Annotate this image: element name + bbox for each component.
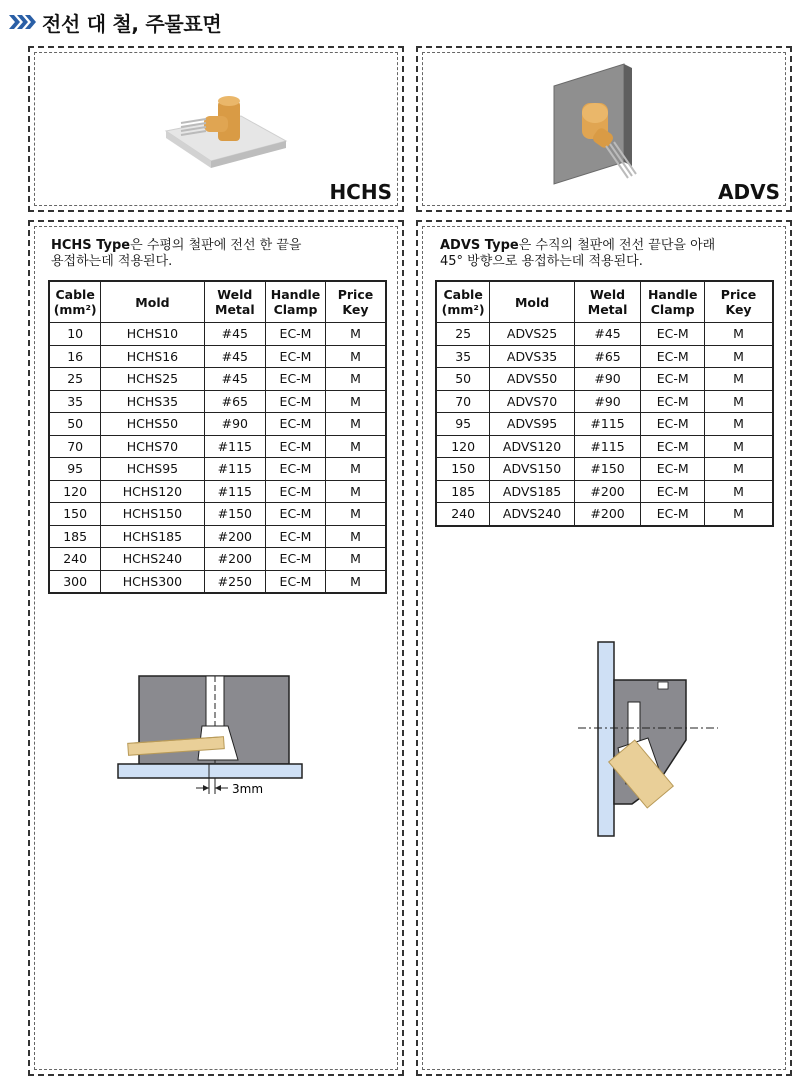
hchs-desc-line2: 용접하는데 적용된다. [51, 254, 173, 269]
mold-cell: HCHS10 [101, 323, 204, 346]
handle-clamp-cell: EC-M [266, 435, 326, 458]
cable-size-cell: 185 [436, 480, 490, 503]
advs-model-label: ADVS [718, 180, 780, 204]
price-key-cell: M [325, 435, 386, 458]
price-key-cell: M [705, 368, 773, 391]
weld-metal-cell: #200 [574, 503, 641, 526]
price-key-cell: M [705, 413, 773, 436]
mold-cell: HCHS240 [101, 548, 204, 571]
cable-size-cell: 25 [49, 368, 101, 391]
mold-cell: ADVS150 [490, 458, 575, 481]
table-row [49, 503, 386, 526]
price-key-cell: M [325, 458, 386, 481]
advs-product-image [552, 58, 642, 198]
col-header-weld-metal: Weld Metal [204, 281, 266, 323]
mold-cell: ADVS70 [490, 390, 575, 413]
handle-clamp-cell: EC-M [641, 503, 705, 526]
offset-label: 3mm [232, 782, 264, 796]
weld-metal-cell: #45 [204, 368, 266, 391]
cable-size-cell: 240 [49, 548, 101, 571]
weld-metal-cell: #65 [204, 390, 266, 413]
table-row [49, 435, 386, 458]
page-title: 전선 대 철, 주물표면 [42, 11, 222, 36]
weld-metal-cell: #150 [204, 503, 266, 526]
handle-clamp-cell: EC-M [266, 503, 326, 526]
col-header-cable: Cable (mm²) [436, 281, 490, 323]
handle-clamp-cell: EC-M [641, 345, 705, 368]
col-header-mold: Mold [490, 281, 575, 323]
price-key-cell: M [705, 345, 773, 368]
table-row [436, 368, 773, 391]
weld-metal-cell: #90 [574, 368, 641, 391]
advs-type-name: ADVS Type [440, 238, 519, 253]
handle-clamp-cell: EC-M [641, 368, 705, 391]
mold-cell: HCHS16 [101, 345, 204, 368]
handle-clamp-cell: EC-M [266, 548, 326, 571]
table-row [436, 458, 773, 481]
mold-cell: HCHS70 [101, 435, 204, 458]
handle-clamp-cell: EC-M [641, 480, 705, 503]
handle-clamp-cell: EC-M [266, 570, 326, 593]
price-key-cell: M [325, 413, 386, 436]
mold-cell: ADVS50 [490, 368, 575, 391]
weld-metal-cell: #45 [204, 345, 266, 368]
cable-size-cell: 10 [49, 323, 101, 346]
cable-size-cell: 35 [436, 345, 490, 368]
weld-metal-cell: #90 [204, 413, 266, 436]
handle-clamp-cell: EC-M [266, 368, 326, 391]
price-key-cell: M [705, 390, 773, 413]
cable-size-cell: 95 [49, 458, 101, 481]
hchs-product-image [156, 86, 296, 176]
weld-metal-cell: #115 [204, 480, 266, 503]
hchs-description [51, 238, 391, 270]
table-row [49, 525, 386, 548]
handle-clamp-cell: EC-M [266, 458, 326, 481]
price-key-cell: M [325, 548, 386, 571]
chevron-bullet-icon [8, 11, 38, 33]
handle-clamp-cell: EC-M [266, 525, 326, 548]
mold-cell: HCHS150 [101, 503, 204, 526]
weld-metal-cell: #200 [204, 548, 266, 571]
mold-cell: ADVS35 [490, 345, 575, 368]
hchs-spec-table [48, 280, 387, 594]
weld-metal-cell: #90 [574, 390, 641, 413]
col-header-mold: Mold [101, 281, 204, 323]
mold-cell: ADVS25 [490, 323, 575, 346]
table-row [436, 390, 773, 413]
handle-clamp-cell: EC-M [266, 413, 326, 436]
table-row [49, 548, 386, 571]
cable-size-cell: 150 [436, 458, 490, 481]
table-row [436, 413, 773, 436]
handle-clamp-cell: EC-M [641, 435, 705, 458]
cable-size-cell: 300 [49, 570, 101, 593]
cable-size-cell: 50 [436, 368, 490, 391]
col-header-cable: Cable (mm²) [49, 281, 101, 323]
col-header-handle-clamp: Handle Clamp [266, 281, 326, 323]
price-key-cell: M [705, 435, 773, 458]
hchs-photo-panel [28, 46, 404, 212]
price-key-cell: M [325, 525, 386, 548]
weld-metal-cell: #45 [574, 323, 641, 346]
col-header-price-key: Price Key [325, 281, 386, 323]
cable-size-cell: 50 [49, 413, 101, 436]
handle-clamp-cell: EC-M [641, 390, 705, 413]
col-header-price-key: Price Key [705, 281, 773, 323]
weld-metal-cell: #200 [204, 525, 266, 548]
table-row [49, 390, 386, 413]
table-row [49, 368, 386, 391]
price-key-cell: M [325, 480, 386, 503]
mold-cell: ADVS120 [490, 435, 575, 458]
mold-cell: HCHS35 [101, 390, 204, 413]
handle-clamp-cell: EC-M [266, 390, 326, 413]
mold-cell: HCHS95 [101, 458, 204, 481]
handle-clamp-cell: EC-M [266, 323, 326, 346]
price-key-cell: M [705, 480, 773, 503]
mold-cell: HCHS185 [101, 525, 204, 548]
cable-size-cell: 70 [49, 435, 101, 458]
cable-size-cell: 35 [49, 390, 101, 413]
hchs-model-label: HCHS [329, 180, 392, 204]
table-row [49, 345, 386, 368]
weld-metal-cell: #65 [574, 345, 641, 368]
weld-metal-cell: #115 [204, 458, 266, 481]
price-key-cell: M [325, 570, 386, 593]
cable-size-cell: 25 [436, 323, 490, 346]
price-key-cell: M [325, 368, 386, 391]
table-row [49, 480, 386, 503]
hchs-desc-text: 은 수평의 철판에 전선 한 끝을 [130, 238, 302, 253]
cable-size-cell: 95 [436, 413, 490, 436]
price-key-cell: M [705, 458, 773, 481]
weld-metal-cell: #250 [204, 570, 266, 593]
handle-clamp-cell: EC-M [266, 345, 326, 368]
col-header-weld-metal: Weld Metal [574, 281, 641, 323]
cable-size-cell: 120 [436, 435, 490, 458]
mold-cell: HCHS50 [101, 413, 204, 436]
cable-size-cell: 120 [49, 480, 101, 503]
advs-desc-text: 은 수직의 철판에 전선 끝단을 아래 [518, 238, 716, 253]
hchs-type-name: HCHS Type [51, 238, 131, 253]
mold-cell: HCHS25 [101, 368, 204, 391]
price-key-cell: M [325, 503, 386, 526]
mold-cell: HCHS120 [101, 480, 204, 503]
weld-metal-cell: #45 [204, 323, 266, 346]
advs-description [440, 238, 780, 270]
mold-cell: HCHS300 [101, 570, 204, 593]
table-row [436, 345, 773, 368]
cable-size-cell: 240 [436, 503, 490, 526]
table-row [49, 458, 386, 481]
mold-cell: ADVS240 [490, 503, 575, 526]
advs-cross-section-diagram [578, 640, 728, 840]
weld-metal-cell: #115 [574, 435, 641, 458]
table-row [49, 570, 386, 593]
handle-clamp-cell: EC-M [641, 323, 705, 346]
price-key-cell: M [705, 503, 773, 526]
weld-metal-cell: #115 [574, 413, 641, 436]
cable-size-cell: 16 [49, 345, 101, 368]
advs-photo-panel [416, 46, 792, 212]
handle-clamp-cell: EC-M [266, 480, 326, 503]
weld-metal-cell: #200 [574, 480, 641, 503]
advs-spec-table [435, 280, 774, 527]
handle-clamp-cell: EC-M [641, 413, 705, 436]
cable-size-cell: 150 [49, 503, 101, 526]
table-row [436, 503, 773, 526]
table-row [49, 323, 386, 346]
price-key-cell: M [705, 323, 773, 346]
handle-clamp-cell: EC-M [641, 458, 705, 481]
hchs-cross-section-diagram [112, 670, 312, 800]
page-header [8, 6, 221, 38]
table-row [49, 413, 386, 436]
weld-metal-cell: #115 [204, 435, 266, 458]
weld-metal-cell: #150 [574, 458, 641, 481]
table-row [436, 323, 773, 346]
col-header-handle-clamp: Handle Clamp [641, 281, 705, 323]
mold-cell: ADVS185 [490, 480, 575, 503]
price-key-cell: M [325, 323, 386, 346]
cable-size-cell: 70 [436, 390, 490, 413]
advs-desc-line2: 45° 방향으로 용접하는데 적용된다. [440, 254, 643, 269]
table-row [436, 435, 773, 458]
price-key-cell: M [325, 345, 386, 368]
table-row [436, 480, 773, 503]
cable-size-cell: 185 [49, 525, 101, 548]
price-key-cell: M [325, 390, 386, 413]
mold-cell: ADVS95 [490, 413, 575, 436]
